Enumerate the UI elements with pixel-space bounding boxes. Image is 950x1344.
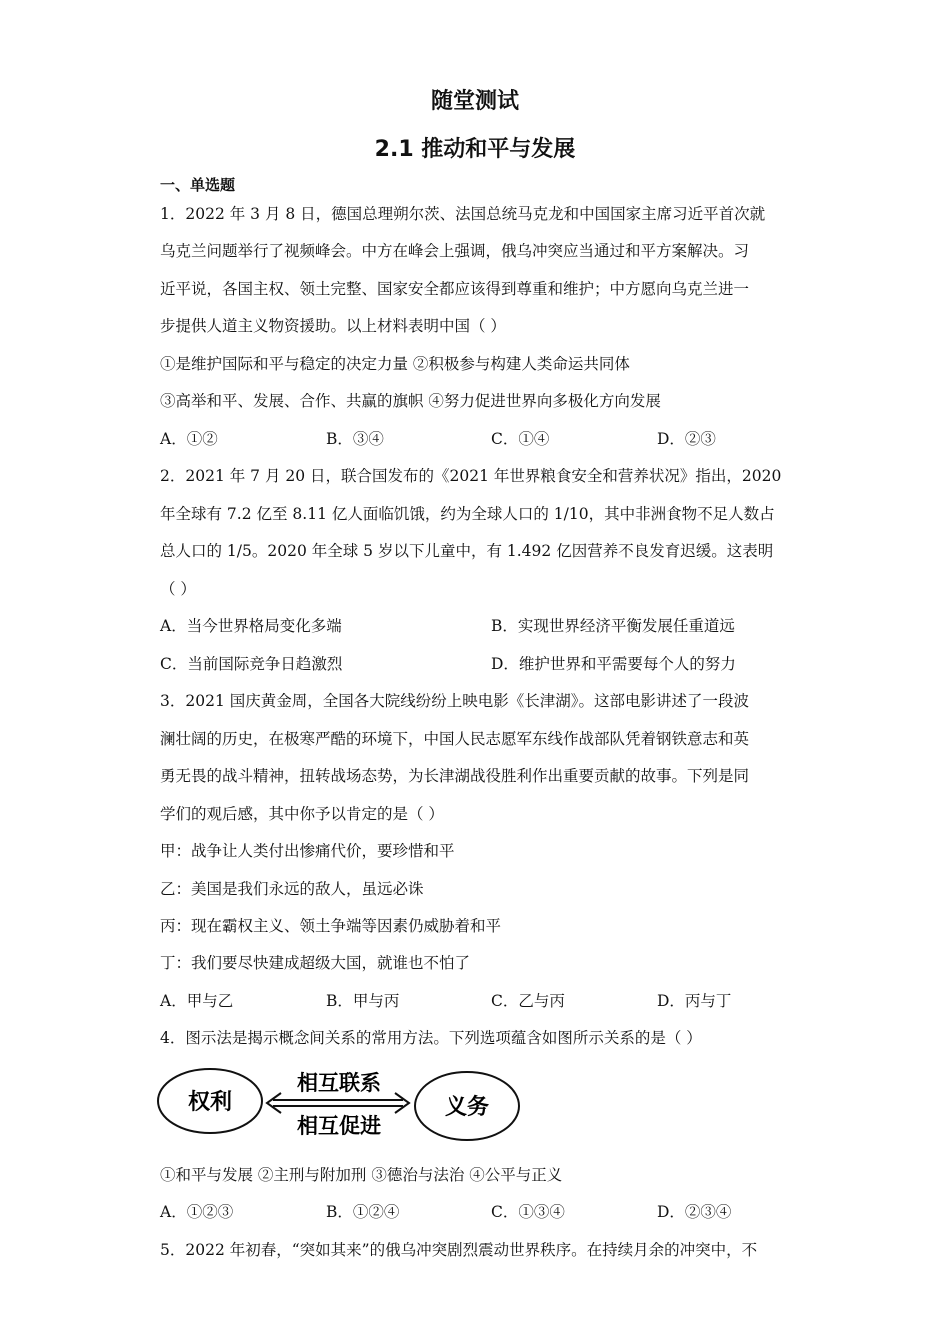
q3-option-b: B．甲与丙	[326, 992, 400, 1010]
q3-statement: 丙：现在霸权主义、领土争端等因素仍威胁着和平	[160, 917, 502, 935]
q2-option-d: D．维护世界和平需要每个人的努力	[491, 655, 736, 673]
q1-line: 1．2022 年 3 月 8 日，德国总理朔尔茨、法国总统马克龙和中国国家主席习近平首次就	[160, 205, 766, 223]
q1-line: 乌克兰问题举行了视频峰会。中方在峰会上强调，俄乌冲突应当通过和平方案解决。习	[160, 242, 750, 260]
q1-statement: ①是维护国际和平与稳定的决定力量 ②积极参与构建人类命运共同体	[160, 355, 630, 373]
q2-line: 总人口的 1/5。2020 年全球 5 岁以下儿童中，有 1.492 亿因营养不良发育迟缓。这表明	[160, 542, 774, 560]
q1-option-a: A．①②	[160, 430, 218, 448]
q5-line: 5．2022 年初春，“突如其来”的俄乌冲突剧烈震动世界秩序。在持续月余的冲突中，不	[160, 1241, 758, 1259]
q4-option-d: D．②③④	[657, 1203, 732, 1221]
q1-option-d: D．②③	[657, 430, 716, 448]
q4-line: 4．图示法是揭示概念间关系的常用方法。下列选项蕴含如图所示关系的是（ ）	[160, 1029, 702, 1047]
arrow-right-head	[395, 1093, 409, 1113]
q2-line: 2．2021 年 7 月 20 日，联合国发布的《2021 年世界粮食安全和营养状况》指出，2020	[160, 467, 782, 485]
q4-option-c: C．①③④	[491, 1203, 565, 1221]
q3-statement: 甲：战争让人类付出惨痛代价，要珍惜和平	[160, 842, 455, 860]
q1-line: 步提供人道主义物资援助。以上材料表明中国（ ）	[160, 317, 506, 335]
rights-duties-diagram	[155, 1060, 525, 1142]
q3-line: 勇无畏的战斗精神，扭转战场态势，为长津湖战役胜利作出重要贡献的故事。下列是同	[160, 767, 750, 785]
section-heading: 一、单选题	[160, 176, 236, 194]
q1-option-b: B．③④	[326, 430, 384, 448]
q3-option-c: C．乙与丙	[491, 992, 565, 1010]
q1-statement: ③高举和平、发展、合作、共赢的旗帜 ④努力促进世界向多极化方向发展	[160, 392, 661, 410]
q3-line: 澜壮阔的历史，在极寒严酷的环境下，中国人民志愿军东线作战部队凭着钢铁意志和英	[160, 730, 750, 748]
lesson-title: 2.1 推动和平与发展	[374, 137, 576, 162]
q3-line: 3．2021 国庆黄金周，全国各大院线纷纷上映电影《长津湖》。这部电影讲述了一段波	[160, 692, 749, 710]
q3-line: 学们的观后感，其中你予以肯定的是（ ）	[160, 805, 444, 823]
q3-statement: 丁：我们要尽快建成超级大国，就谁也不怕了	[160, 954, 471, 972]
diagram-right-label: 义务	[444, 1095, 490, 1120]
q3-option-a: A．甲与乙	[160, 992, 234, 1010]
page-title: 随堂测试	[430, 89, 519, 114]
q4-statements: ①和平与发展 ②主刑与附加刑 ③德治与法治 ④公平与正义	[160, 1166, 563, 1184]
q1-line: 近平说，各国主权、领土完整、国家安全都应该得到尊重和维护；中方愿向乌克兰进一	[160, 280, 750, 298]
q2-option-b: B．实现世界经济平衡发展任重道远	[491, 617, 735, 635]
arrow-left-head	[267, 1093, 281, 1113]
q2-option-c: C．当前国际竞争日趋激烈	[160, 655, 343, 673]
q2-option-a: A．当今世界格局变化多端	[160, 617, 342, 635]
q2-line: 年全球有 7.2 亿至 8.11 亿人面临饥饿，约为全球人口的 1/10，其中非洲食物不足人数占	[160, 505, 775, 523]
q4-option-b: B．①②④	[326, 1203, 400, 1221]
diagram-left-label: 权利	[187, 1090, 233, 1115]
q3-statement: 乙：美国是我们永远的敌人，虽远必诛	[160, 880, 424, 898]
diagram-bottom-label: 相互促进	[297, 1114, 381, 1138]
q3-option-d: D．丙与丁	[657, 992, 732, 1010]
diagram-top-label: 相互联系	[297, 1071, 381, 1095]
q2-line: （ ）	[160, 580, 196, 598]
q4-option-a: A．①②③	[160, 1203, 234, 1221]
q1-option-c: C．①④	[491, 430, 550, 448]
